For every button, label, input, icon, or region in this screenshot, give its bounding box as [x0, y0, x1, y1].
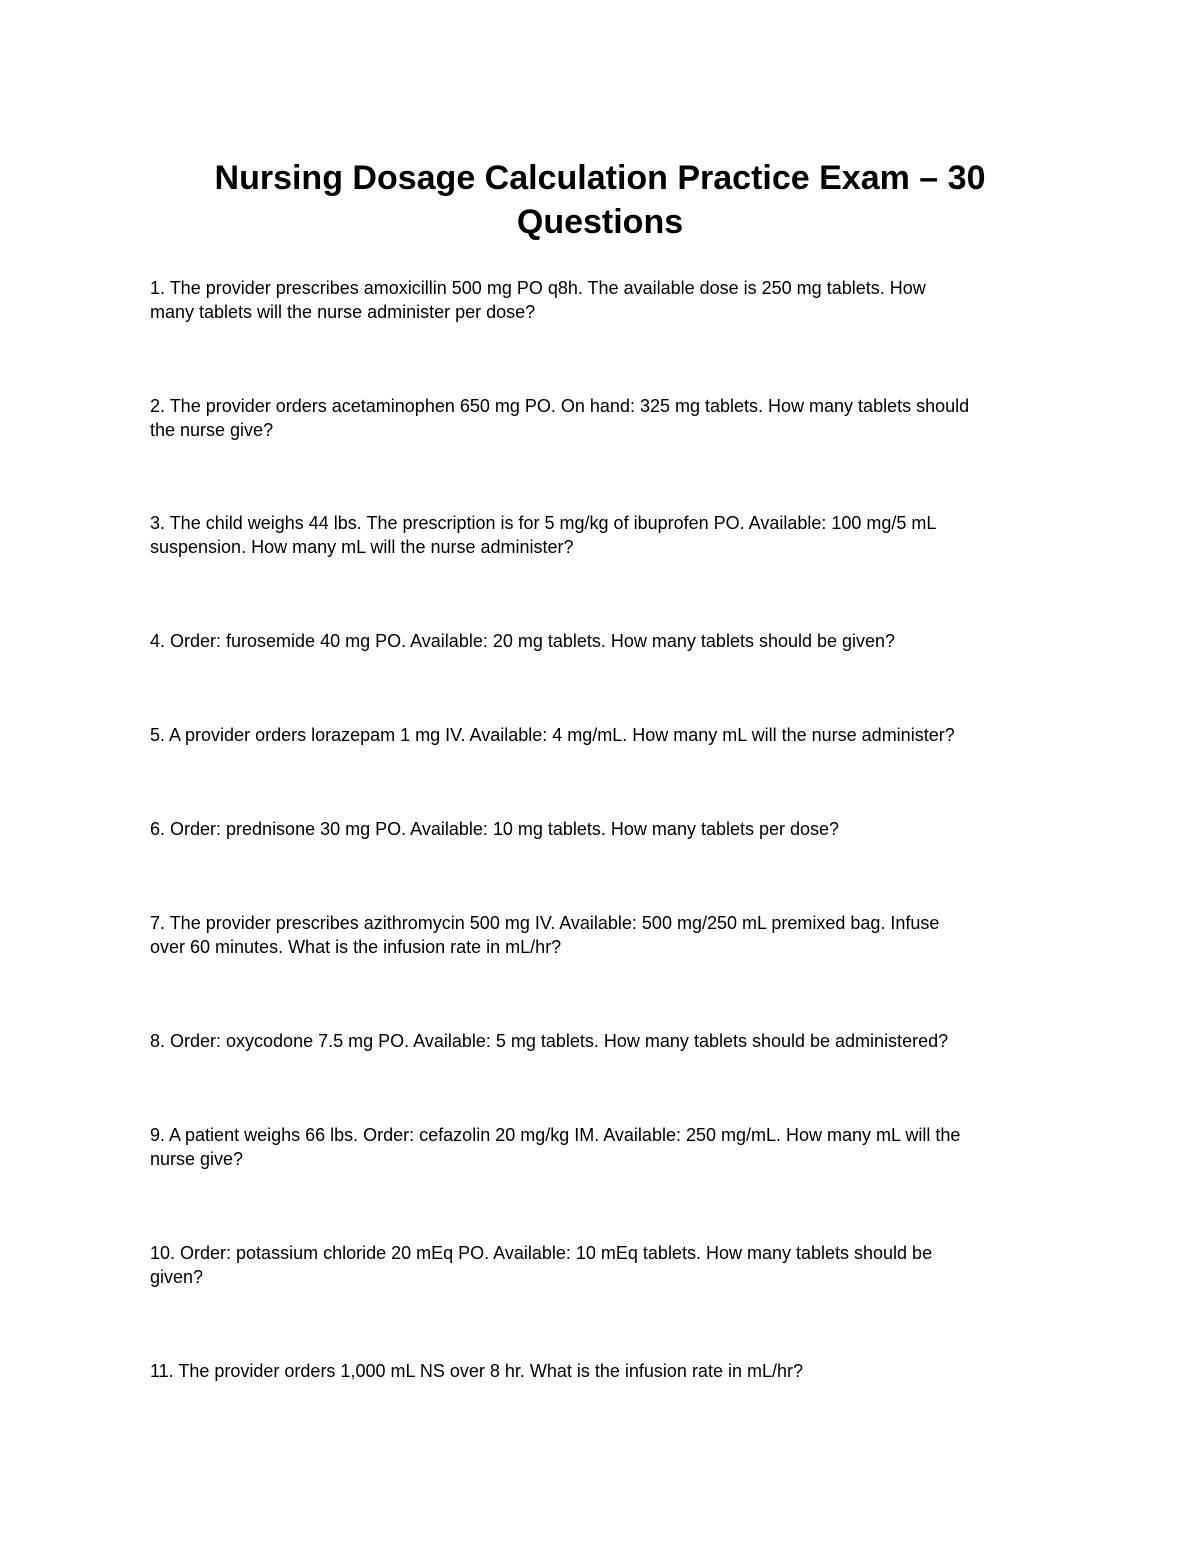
question-7-line-2: over 60 minutes. What is the infusion rate in mL/hr?	[150, 937, 562, 957]
question-3	[150, 511, 1070, 559]
question-5-line-1: 5. A provider orders lorazepam 1 mg IV. Available: 4 mg/mL. How many mL will the nurse administer?	[150, 725, 955, 745]
question-10-line-1: 10. Order: potassium chloride 20 mEq PO. Available: 10 mEq tablets. How many tablets should be	[150, 1243, 933, 1263]
title-line-2: Questions	[516, 203, 684, 241]
question-1-line-2: many tablets will the nurse administer per dose?	[150, 302, 536, 322]
question-10-line-2: given?	[150, 1267, 204, 1287]
question-8-line-1: 8. Order: oxycodone 7.5 mg PO. Available: 5 mg tablets. How many tablets should be administered?	[150, 1031, 949, 1051]
question-9-line-1: 9. A patient weighs 66 lbs. Order: cefazolin 20 mg/kg IM. Available: 250 mg/mL. How many mL will the	[150, 1125, 961, 1145]
question-7	[150, 911, 1070, 959]
title-line-1: Nursing Dosage Calculation Practice Exam – 30	[214, 159, 986, 197]
question-8	[150, 1029, 1070, 1053]
question-2	[150, 394, 1070, 442]
question-5	[150, 723, 1070, 747]
question-6	[150, 817, 1070, 841]
question-7-line-1: 7. The provider prescribes azithromycin 500 mg IV. Available: 500 mg/250 mL premixed bag. Infuse	[150, 913, 940, 933]
question-9	[150, 1123, 1070, 1171]
question-1	[150, 276, 1070, 324]
question-6-line-1: 6. Order: prednisone 30 mg PO. Available: 10 mg tablets. How many tablets per dose?	[150, 819, 840, 839]
question-4	[150, 629, 1070, 653]
page-title	[150, 156, 1050, 244]
question-3-line-1: 3. The child weighs 44 lbs. The prescription is for 5 mg/kg of ibuprofen PO. Available: 100 mg/5 mL	[150, 513, 937, 533]
question-3-line-2: suspension. How many mL will the nurse administer?	[150, 537, 574, 557]
question-9-line-2: nurse give?	[150, 1149, 244, 1169]
question-10	[150, 1241, 1070, 1289]
question-1-line-1: 1. The provider prescribes amoxicillin 500 mg PO q8h. The available dose is 250 mg tablets. How	[150, 278, 926, 298]
question-11-line-1: 11. The provider orders 1,000 mL NS over 8 hr. What is the infusion rate in mL/hr?	[150, 1361, 803, 1381]
question-2-line-2: the nurse give?	[150, 420, 274, 440]
question-2-line-1: 2. The provider orders acetaminophen 650 mg PO. On hand: 325 mg tablets. How many tablets should	[150, 396, 970, 416]
question-4-line-1: 4. Order: furosemide 40 mg PO. Available: 20 mg tablets. How many tablets should be given?	[150, 631, 896, 651]
question-11	[150, 1359, 1070, 1383]
